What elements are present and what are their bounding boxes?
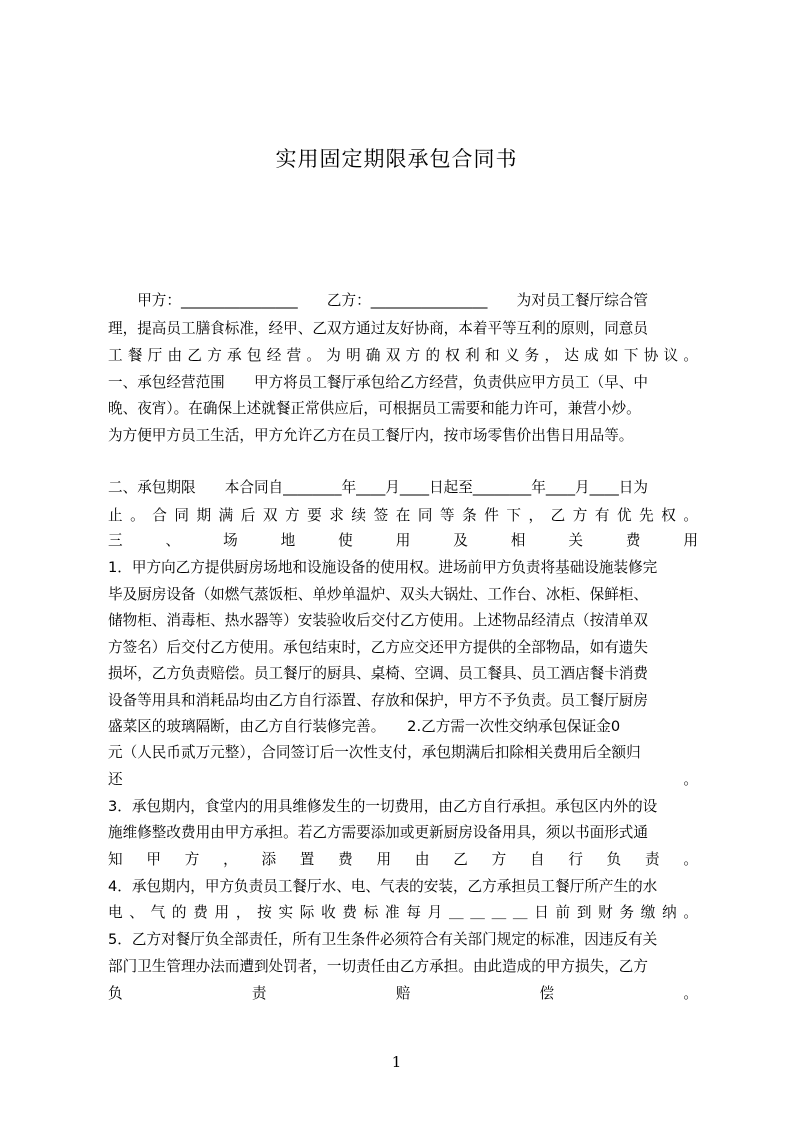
text-line: 3．承包期内，食堂内的用具维修发生的一切费用，由乙方自行承担。承包区内外的设	[108, 798, 658, 815]
text-line: 二、承包期限 本合同自________年____月____日起至________年____月____日为	[108, 479, 648, 496]
text-line: 施维修整改费用由甲方承担。若乙方需要添加或更新厨房设备用具，须以书面形式通	[108, 824, 648, 841]
text-line: 一、承包经营范围 甲方将员工餐厅承包给乙方经营，负责供应甲方员工（早、中	[108, 374, 648, 391]
text-line: 1．甲方向乙方提供厨房场地和设施设备的使用权。进场前甲方负责将基础设施装修完	[108, 559, 658, 576]
text-line: 负责赔偿。	[108, 985, 698, 1002]
section-heading: 三、场地使用及相关费用	[108, 532, 698, 549]
text-line: 毕及厨房设备（如燃气蒸饭柜、单炒单温炉、双头大锅灶、工作台、冰柜、保鲜柜、	[108, 586, 648, 603]
text-line: 4．承包期内，甲方负责员工餐厅水、电、气表的安装，乙方承担员工餐厅所产生的水	[108, 878, 658, 895]
text-line: 甲方：________________ 乙方：________________ 为对员工餐厅综合管	[108, 292, 648, 309]
text-line: 损坏，乙方负责赔偿。员工餐厅的厨具、桌椅、空调、员工餐具、员工酒店餐卡消费	[108, 665, 648, 682]
blank-line	[108, 452, 698, 474]
text-line: 5．乙方对餐厅负全部责任，所有卫生条件必须符合有关部门规定的标准，因违反有关	[108, 931, 658, 948]
text-line: 盛菜区的玻璃隔断，由乙方自行装修完善。 2.乙方需一次性交纳承包保证金0	[108, 718, 621, 735]
text-line: 为方便甲方员工生活，甲方允许乙方在员工餐厅内，按市场零售价出售日用品等。	[108, 427, 634, 444]
text-line: 还	[108, 771, 123, 788]
line-end-period: 。	[683, 771, 698, 788]
text-line: 知甲方，添置费用由乙方自行负责。	[108, 851, 698, 868]
page-number: 1	[391, 1053, 402, 1071]
text-line: 部门卫生管理办法而遭到处罚者，一切责任由乙方承担。由此造成的甲方损失，乙方	[108, 958, 648, 975]
text-line: 设备等用具和消耗品均由乙方自行添置、存放和保护，甲方不予负责。员工餐厅厨房	[108, 692, 648, 709]
text-line: 止。合同期满后双方要求续签在同等条件下，乙方有优先权。	[108, 507, 698, 524]
text-line: 理，提高员工膳食标准，经甲、乙双方通过友好协商，本着平等互利的原则，同意员	[108, 320, 648, 337]
document-title: 实用固定期限承包合同书	[275, 147, 518, 171]
text-line: 储物柜、消毒柜、热水器等）安装验收后交付乙方使用。上述物品经清点（按清单双	[108, 612, 648, 629]
text-line: 晚、夜宵）。在确保上述就餐正常供应后，可根据员工需要和能力许可，兼营小炒。	[108, 400, 641, 417]
text-line: 电、气的费用，按实际收费标准每月＿＿＿＿日前到财务缴纳。	[108, 904, 698, 921]
text-line: 元（人民币贰万元整），合同签订后一次性支付，承包期满后扣除相关费用后全额归	[108, 744, 641, 761]
text-line: 方签名）后交付乙方使用。承包结束时，乙方应交还甲方提供的全部物品，如有遗失	[108, 639, 648, 656]
text-line: 工餐厅由乙方承包经营。为明确双方的权利和义务，达成如下协议。	[108, 347, 698, 364]
